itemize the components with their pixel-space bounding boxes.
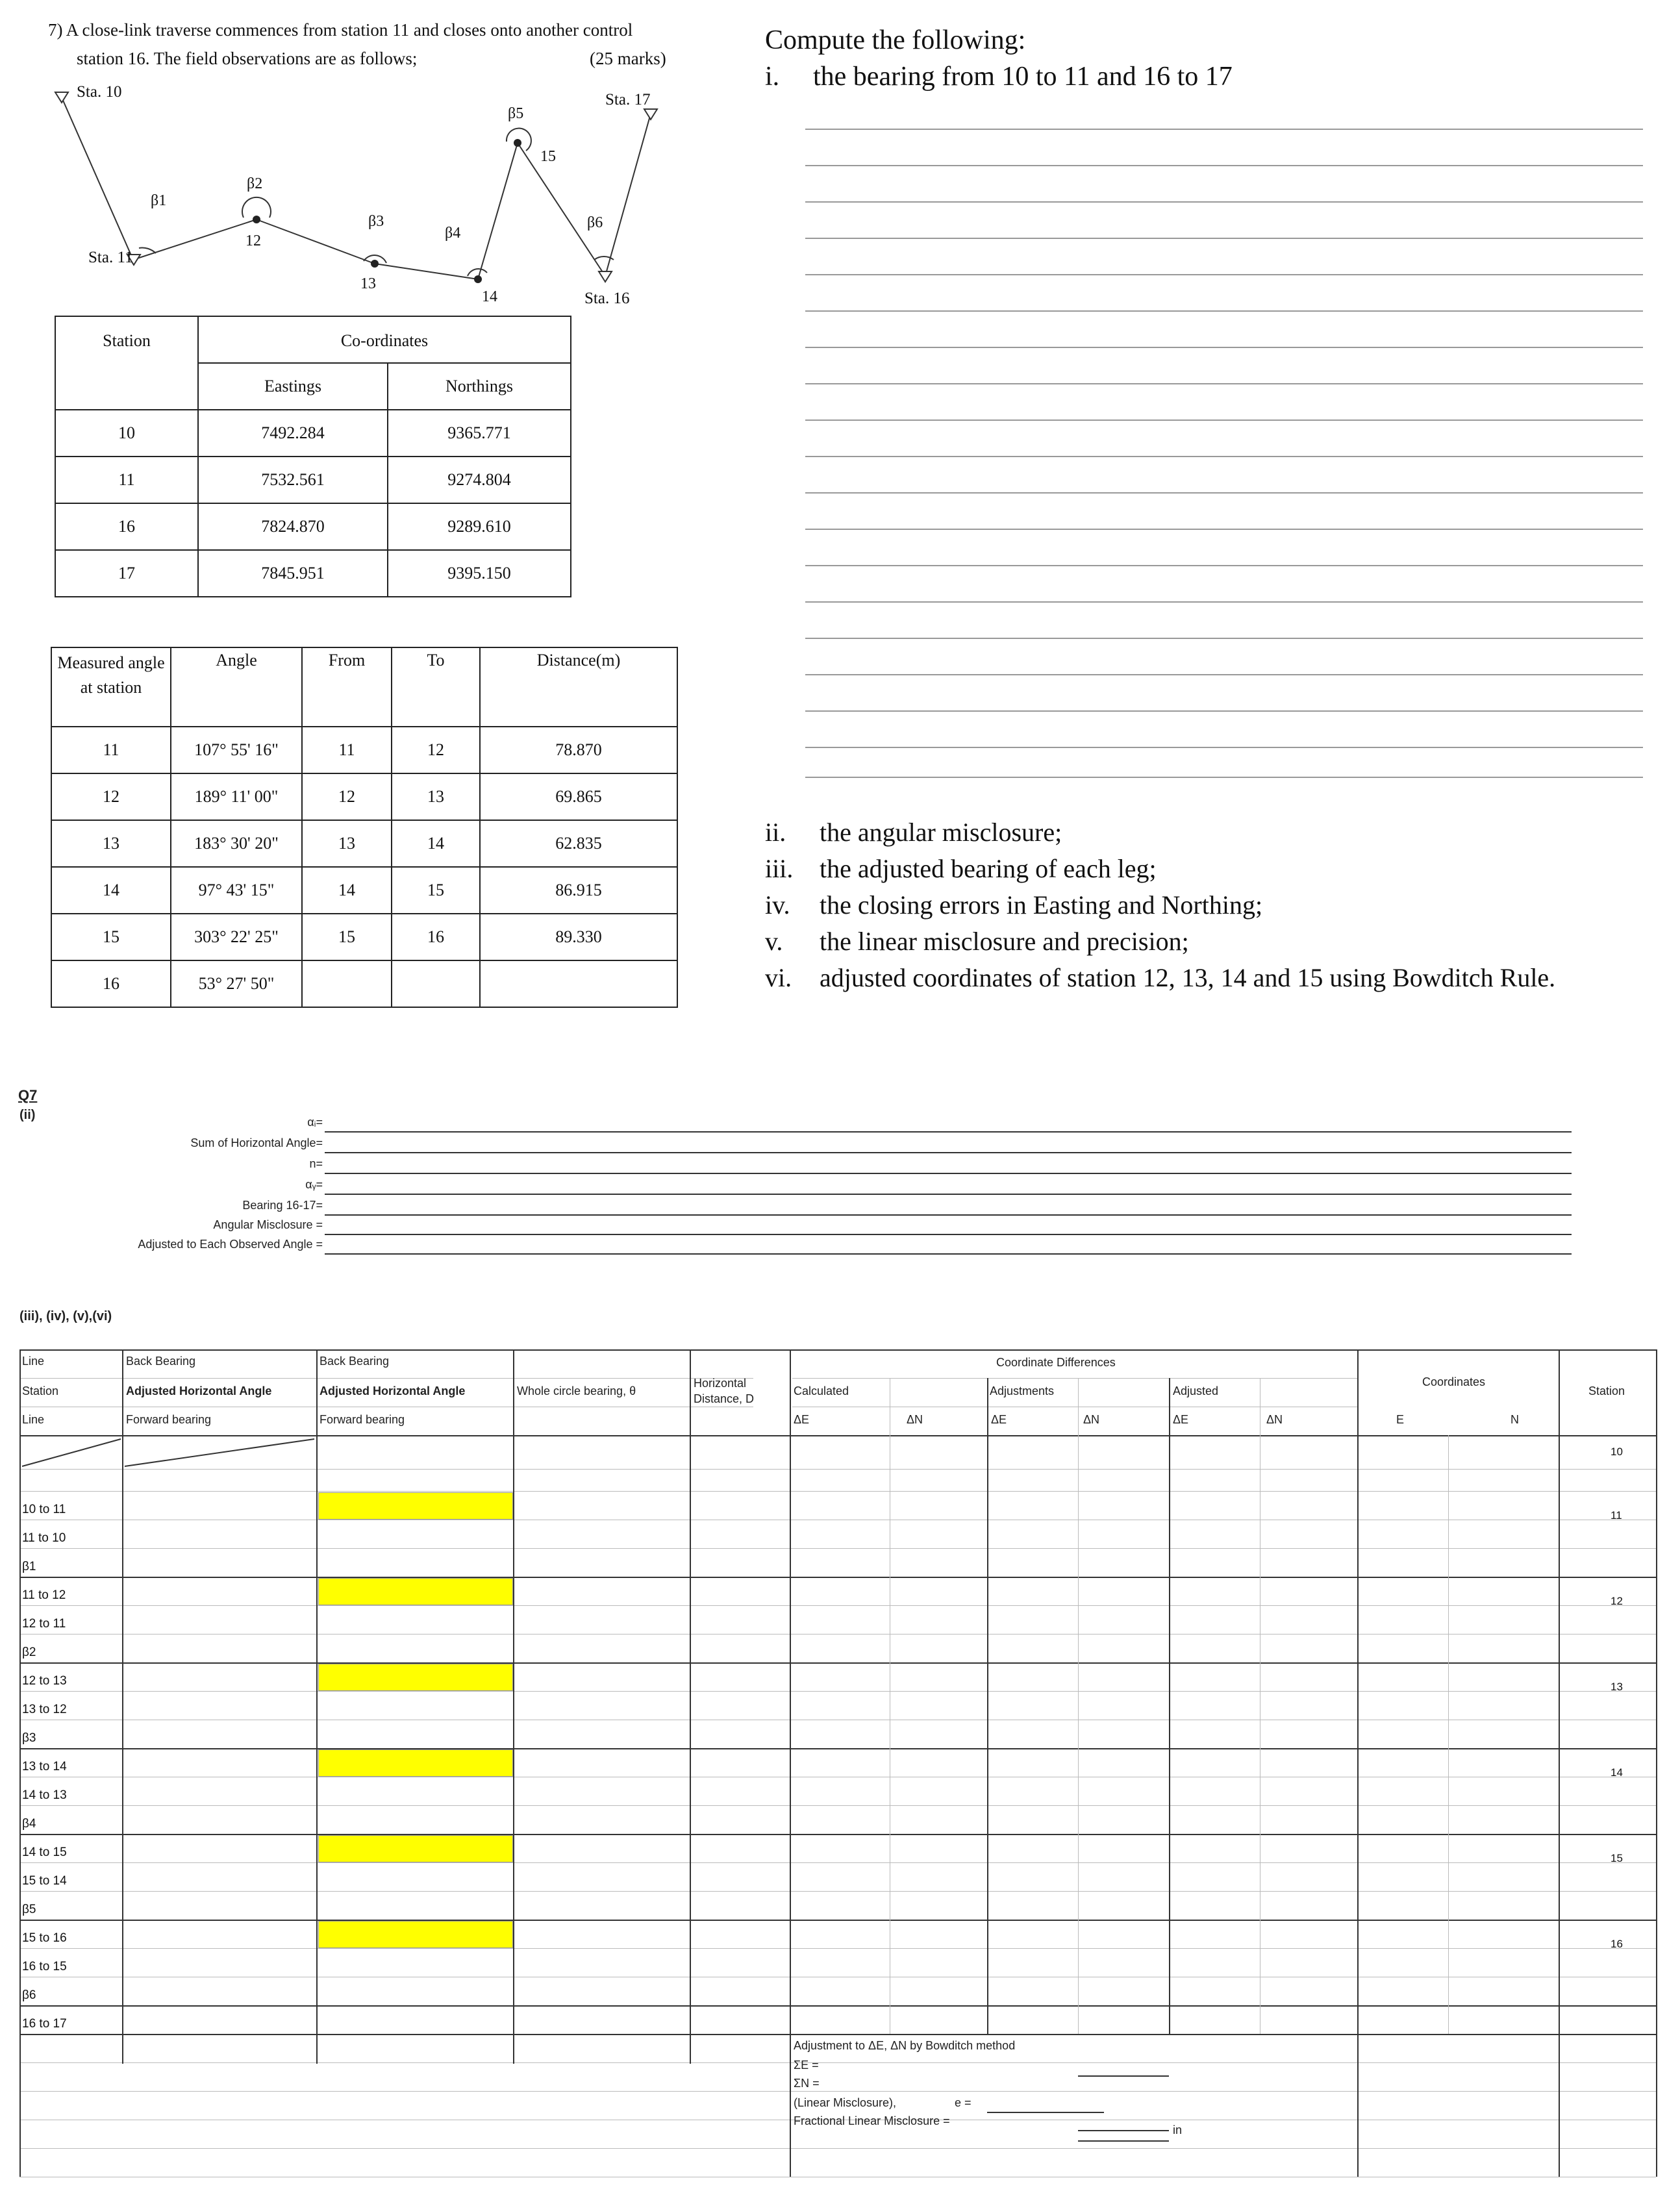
row-10-11: 10 to 11	[22, 1503, 66, 1516]
row-15-14: 15 to 14	[22, 1874, 67, 1888]
question-list-texts: the angular misclosure; the adjusted bearing of each leg; the closing errors in Easting and Northing; the linear misclosure and precision; adjusted coordinates of station 12, 13, 14 and 15 using Bowditch Rule.	[820, 818, 1556, 992]
beta1-label: β1	[151, 192, 167, 209]
header-adjusted-de: ΔE	[1173, 1413, 1189, 1426]
header-coordinates: Coordinates	[1422, 1375, 1486, 1388]
sta17-label: Sta. 17	[605, 91, 651, 108]
station-16: 16	[1611, 1938, 1623, 1950]
station-11: 11	[1611, 1509, 1622, 1522]
row-beta2: β2	[22, 1646, 36, 1659]
header-forward-bearing-1: Forward bearing	[126, 1413, 212, 1426]
table-row: 16 7824.870 9289.610	[55, 503, 571, 550]
coordinates-table	[55, 316, 571, 597]
to-header: To	[392, 647, 480, 727]
header-station: Station	[22, 1384, 59, 1397]
row-12-11: 12 to 11	[22, 1617, 66, 1631]
row-beta3: β3	[22, 1731, 36, 1745]
sta16-label: Sta. 16	[584, 290, 630, 307]
bowditch-e: e =	[955, 2096, 972, 2109]
table-row: 17 7845.951 9395.150	[55, 550, 571, 597]
station-header: Station	[55, 316, 198, 410]
item-i-number: i.	[765, 62, 780, 92]
northings-header: Northings	[388, 363, 571, 410]
header-coordinate-differences: Coordinate Differences	[996, 1356, 1116, 1369]
observations-table	[51, 647, 678, 1008]
measured-angle-header: Measured angle at station	[51, 647, 171, 727]
node-15-label: 15	[540, 148, 556, 165]
leg-12-13	[257, 219, 375, 264]
highlight-cell-10-11[interactable]	[318, 1492, 513, 1520]
header-adj-dn: ΔN	[1083, 1413, 1100, 1426]
header-adjusted-angle-1: Adjusted Horizontal Angle	[126, 1384, 272, 1397]
compute-title: Compute the following:	[765, 25, 1026, 55]
leg-13-14	[375, 264, 478, 279]
row-16-15: 16 to 15	[22, 1960, 67, 1973]
header-adj-de: ΔE	[991, 1413, 1007, 1426]
highlight-cell-15-16[interactable]	[318, 1921, 513, 1948]
bowditch-sum-e: ΣE =	[794, 2059, 819, 2072]
header-back-bearing-1: Back Bearing	[126, 1355, 196, 1368]
header-line-2: Line	[22, 1413, 45, 1426]
sta11-label: Sta. 11	[88, 249, 133, 266]
header-distance: Distance, D	[694, 1392, 755, 1405]
row-11-12: 11 to 12	[22, 1588, 66, 1602]
sta10-triangle	[55, 92, 68, 103]
station-10: 10	[1611, 1446, 1623, 1458]
angular-misclosure-label: Angular Misclosure =	[213, 1218, 323, 1231]
from-header: From	[302, 647, 392, 727]
header-calculated: Calculated	[794, 1384, 849, 1397]
highlight-cell-12-13[interactable]	[318, 1664, 513, 1691]
header-adjusted-dn: ΔN	[1266, 1413, 1283, 1426]
marks-label: (25 marks)	[590, 49, 666, 68]
table-row: 12 189° 11' 00" 12 13 69.865	[51, 773, 677, 820]
table-row: 11 107° 55' 16" 11 12 78.870	[51, 727, 677, 773]
sum-angle-label: Sum of Horizontal Angle=	[190, 1136, 323, 1149]
leg-15-16	[518, 143, 605, 276]
header-adjusted: Adjusted	[1173, 1384, 1219, 1397]
traverse-diagram	[0, 78, 714, 318]
row-beta5: β5	[22, 1903, 36, 1916]
row-14-13: 14 to 13	[22, 1788, 67, 1802]
q7-label: Q7	[18, 1087, 38, 1103]
station-12: 12	[1611, 1595, 1623, 1607]
header-horizontal: Horizontal	[694, 1377, 747, 1390]
header-forward-bearing-2: Forward bearing	[320, 1413, 405, 1426]
adjusted-angle-label: Adjusted to Each Observed Angle =	[138, 1238, 323, 1251]
row-16-17: 16 to 17	[22, 2017, 67, 2031]
highlight-cell-11-12[interactable]	[318, 1578, 513, 1605]
row-12-13: 12 to 13	[22, 1674, 67, 1688]
row-beta4: β4	[22, 1817, 36, 1831]
header-back-bearing-2: Back Bearing	[320, 1355, 390, 1368]
node-14-label: 14	[482, 288, 497, 305]
leg-11-12	[133, 219, 257, 260]
row-14-15: 14 to 15	[22, 1846, 67, 1859]
bowditch-sum-n: ΣN =	[794, 2077, 820, 2090]
part-ii-label: (ii)	[19, 1108, 36, 1122]
table-row: 14 97° 43' 15" 14 15 86.915	[51, 867, 677, 914]
distance-header: Distance(m)	[480, 647, 677, 727]
station-14: 14	[1611, 1766, 1623, 1779]
leg-14-15	[478, 143, 518, 279]
sta17-triangle	[644, 109, 657, 119]
question-list-numbers: ii. iii. iv. v. vi.	[765, 818, 794, 992]
beta3-label: β3	[368, 213, 384, 230]
header-adjusted-angle-2: Adjusted Horizontal Angle	[320, 1384, 466, 1397]
beta4-label: β4	[445, 225, 461, 242]
sta10-label: Sta. 10	[77, 83, 122, 101]
coordinates-header: Co-ordinates	[198, 316, 571, 363]
header-n: N	[1511, 1413, 1519, 1426]
section-iii-vi-label: (iii), (iv), (v),(vi)	[19, 1309, 112, 1323]
header-calc-dn: ΔN	[907, 1413, 923, 1426]
n-label: n=	[309, 1157, 323, 1170]
table-row: 13 183° 30' 20" 13 14 62.835	[51, 820, 677, 867]
bowditch-in: in	[1173, 2123, 1183, 2136]
station-15: 15	[1611, 1852, 1623, 1864]
row-beta1: β1	[22, 1560, 36, 1573]
angle-header: Angle	[171, 647, 302, 727]
alpha-i-label: αᵢ=	[307, 1116, 323, 1129]
eastings-header: Eastings	[198, 363, 388, 410]
header-station-right: Station	[1588, 1384, 1625, 1397]
item-i-text: the bearing from 10 to 11 and 16 to 17	[813, 62, 1233, 92]
beta6-label: β6	[587, 214, 603, 231]
highlight-cell-14-15[interactable]	[318, 1835, 513, 1862]
row-15-16: 15 to 16	[22, 1931, 67, 1945]
bearing-16-17-label: Bearing 16-17=	[242, 1199, 323, 1212]
beta5-label: β5	[508, 105, 524, 122]
alpha-f-label: αᵧ=	[305, 1178, 323, 1191]
row-11-10: 11 to 10	[22, 1531, 66, 1545]
row-beta6: β6	[22, 1988, 36, 2002]
table-row: 15 303° 22' 25" 15 16 89.330	[51, 914, 677, 960]
bowditch-linear-misclosure: (Linear Misclosure),	[794, 2096, 897, 2109]
table-row: 10 7492.284 9365.771	[55, 410, 571, 457]
table-row: 16 53° 27' 50"	[51, 960, 677, 1007]
header-adjustments: Adjustments	[990, 1384, 1055, 1397]
beta2-label: β2	[247, 175, 263, 192]
header-whole-circle-bearing: Whole circle bearing, θ	[517, 1384, 636, 1397]
bowditch-fractional: Fractional Linear Misclosure =	[794, 2114, 950, 2127]
bowditch-title: Adjustment to ΔE, ΔN by Bowditch method	[794, 2039, 1016, 2052]
header-calc-de: ΔE	[794, 1413, 810, 1426]
station-13: 13	[1611, 1681, 1623, 1693]
sta16-triangle	[599, 271, 612, 282]
question-line-1: 7) A close-link traverse commences from station 11 and closes onto another control	[48, 20, 633, 40]
node-13-label: 13	[360, 275, 376, 292]
row-13-14: 13 to 14	[22, 1760, 67, 1773]
header-line: Line	[22, 1355, 45, 1368]
table-row: 11 7532.561 9274.804	[55, 457, 571, 503]
question-line-2: station 16. The field observations are as follows;	[77, 49, 418, 68]
node-12-label: 12	[245, 232, 261, 249]
highlight-cell-13-14[interactable]	[318, 1749, 513, 1777]
header-e: E	[1396, 1413, 1405, 1426]
row-13-12: 13 to 12	[22, 1703, 67, 1716]
